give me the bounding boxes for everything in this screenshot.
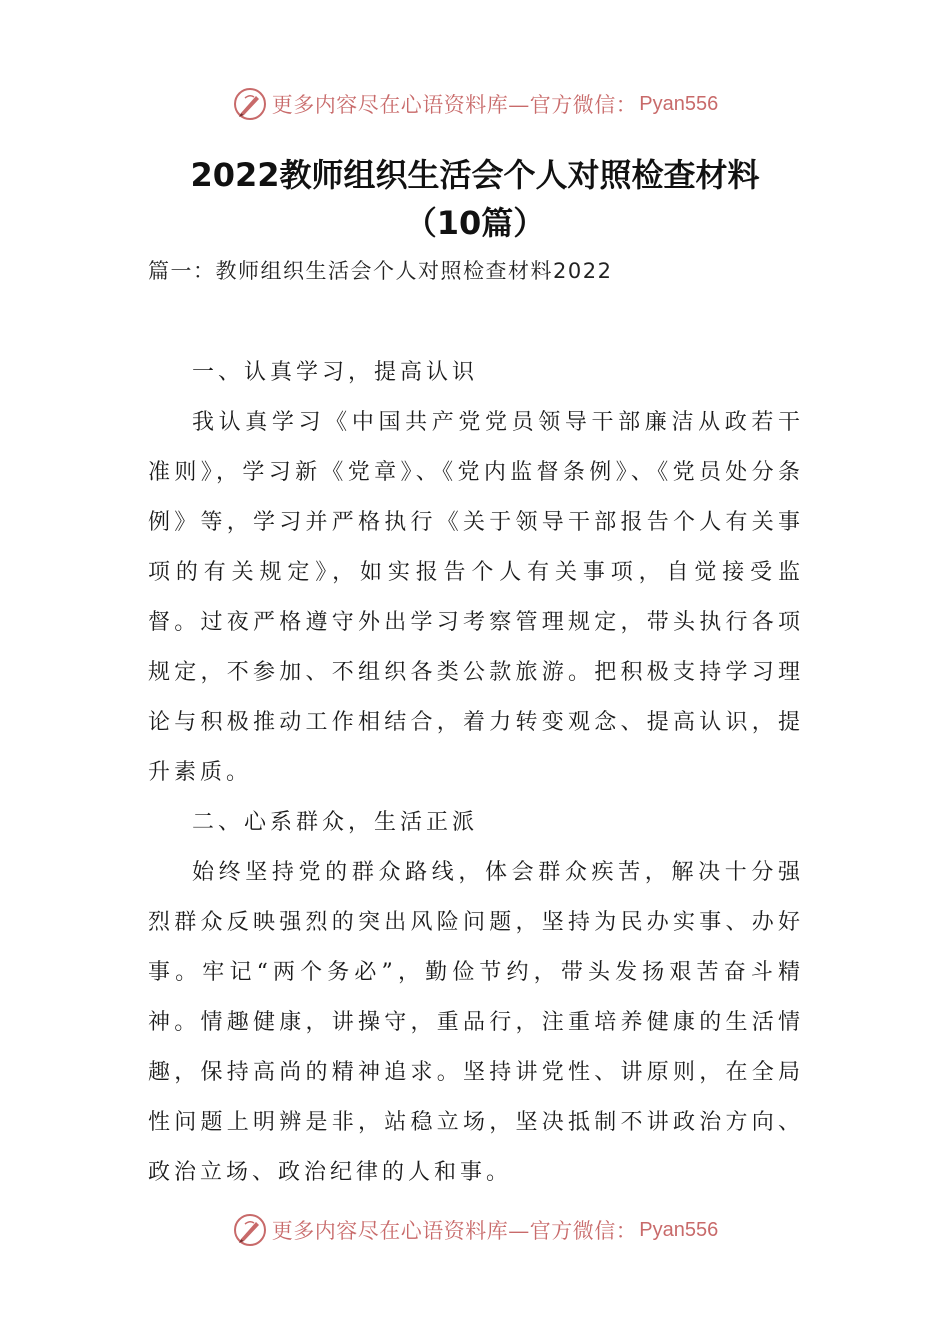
header-watermark-banner [0,82,950,126]
section-paragraph: 始终坚持党的群众路线，体会群众疾苦，解决十分强烈群众反映强烈的突出风险问题，坚持为民办实事、办好事。牢记“两个务必”，勤俭节约，带头发扬艰苦奋斗精神。情趣健康，讲操守，重品行，注重培养健康的生活情趣，保持高尚的精神追求。坚持讲党性、讲原则，在全局性问题上明辨是非，站稳立场，坚决抵制不讲政治方向、政治立场、政治纪律的人和事。 [148,860,804,1185]
article-body [148,348,804,1198]
footer-watermark-banner [0,1208,950,1252]
pen-logo-icon [232,86,268,122]
pen-logo-icon [232,1212,268,1248]
wechat-id: Pyan556 [639,92,719,115]
banner-text: 更多内容尽在心语资料库—官方微信： [271,1219,638,1243]
wechat-id: Pyan556 [639,1218,719,1241]
document-title-count: （10篇） [404,204,546,242]
document-title: 2022教师组织生活会个人对照检查材料 [190,156,760,194]
section-heading: 一、认真学习，提高认识 [192,360,479,385]
banner-text: 更多内容尽在心语资料库—官方微信： [271,93,638,117]
section-paragraph: 我认真学习《中国共产党党员领导干部廉洁从政若干准则》，学习新《党章》、《党内监督条例》、《党员处分条例》等，学习并严格执行《关于领导干部报告个人有关事项的有关规定》，如实报告个人有关事项，自觉接受监督。过夜严格遵守外出学习考察管理规定，带头执行各项规定，不参加、不组织各类公款旅游。把积极支持学习理论与积极推动工作相结合，着力转变观念、提高认识，提升素质。 [148,410,804,785]
article-subtitle: 篇一：教师组织生活会个人对照检查材料2022 [148,259,613,283]
section-heading: 二、心系群众，生活正派 [192,810,479,835]
